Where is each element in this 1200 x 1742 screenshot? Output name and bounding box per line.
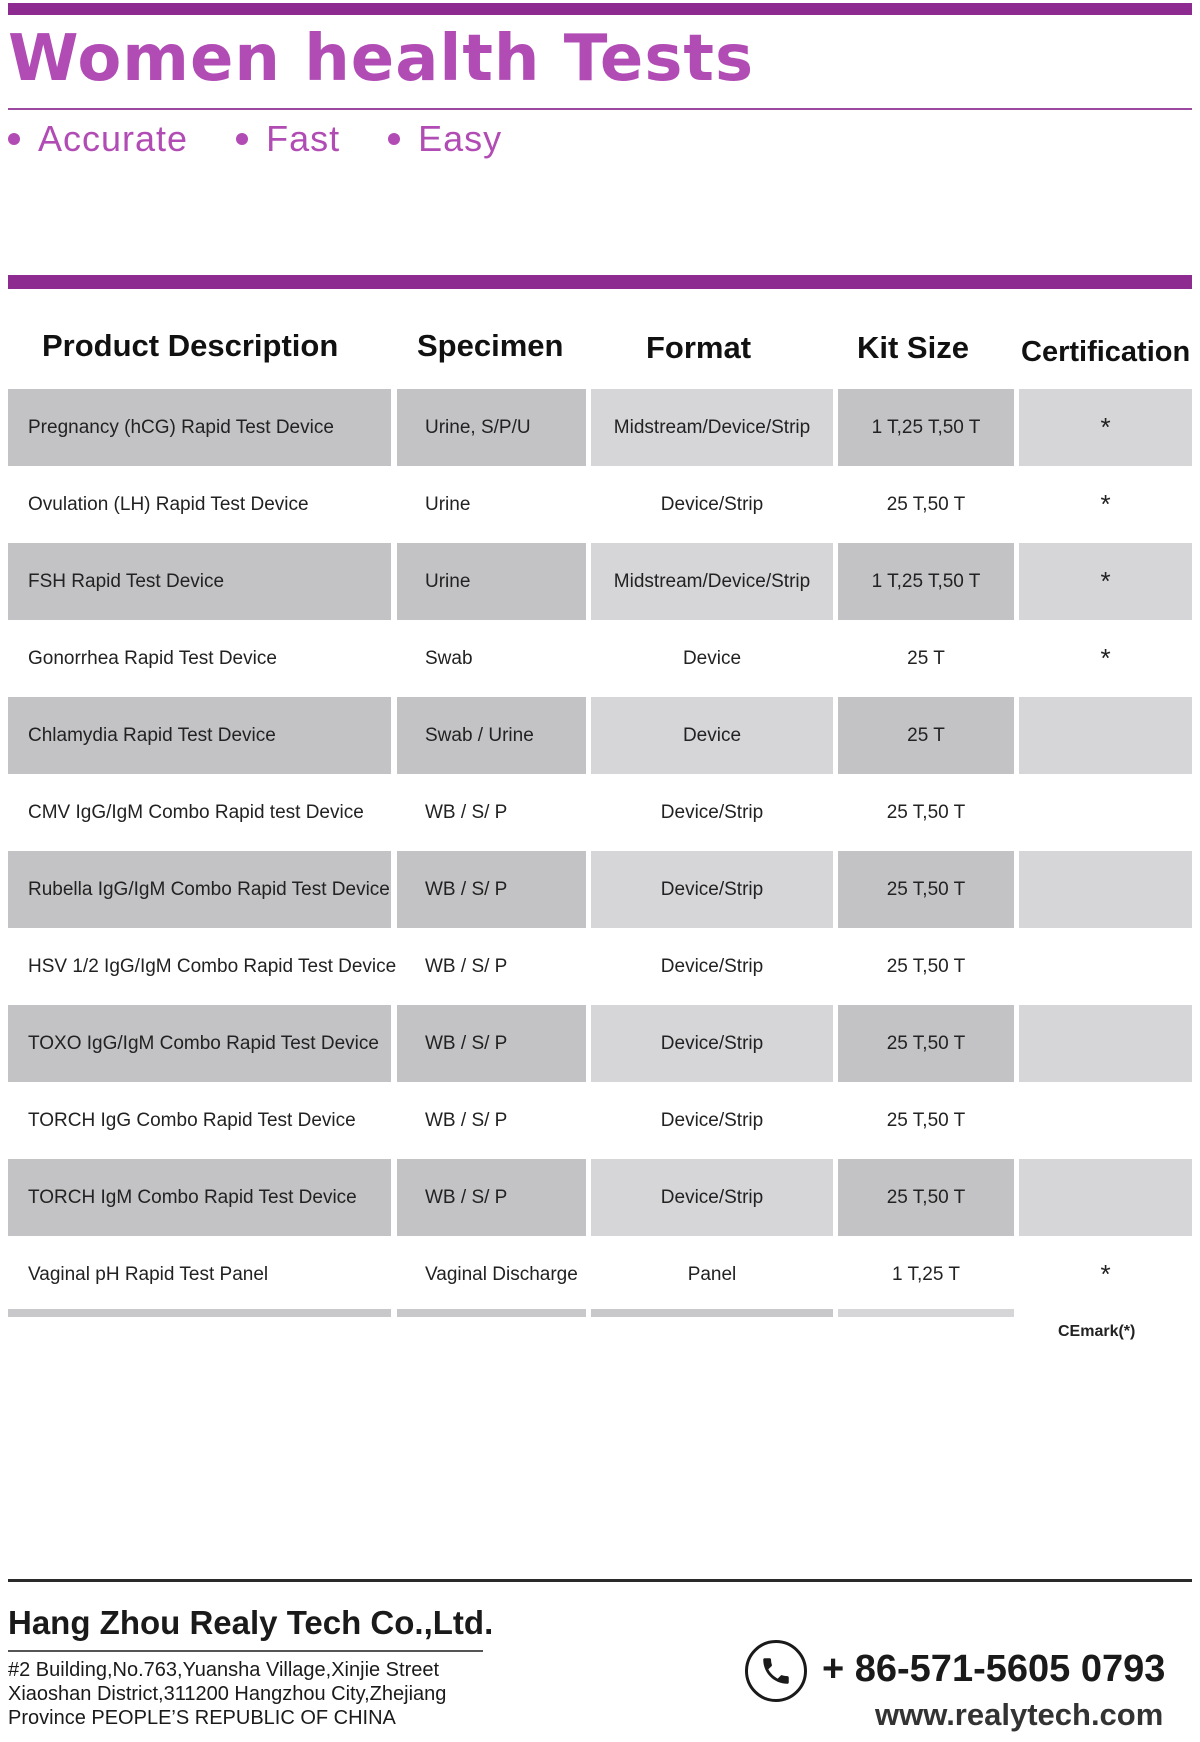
feature-item (388, 118, 502, 160)
table-bottom-strip (8, 1309, 1192, 1317)
cell-kit-size: 25 T (907, 647, 945, 669)
footer-divider (8, 1579, 1192, 1582)
cell-specimen: WB / S/ P (397, 1005, 586, 1082)
cell-certification: * (1019, 389, 1192, 466)
cell-certification (1019, 697, 1192, 774)
cell-product-name: Ovulation (LH) Rapid Test Device (28, 493, 309, 515)
cell-kit-size: 25 T,50 T (886, 955, 966, 977)
cell-specimen: Urine (425, 493, 471, 515)
cemark-note: CEmark(*) (1058, 1323, 1136, 1340)
cell-product-name: FSH Rapid Test Device (8, 543, 391, 620)
cell-kit-size: 25 T,50 T (838, 1005, 1014, 1082)
cell-specimen: WB / S/ P (397, 851, 586, 928)
cell-certification (1019, 928, 1192, 1005)
cell-kit-size: 1 T,25 T,50 T (838, 543, 1014, 620)
cell-product-name: TORCH IgG Combo Rapid Test Device (28, 1109, 356, 1131)
cell-certification (1019, 851, 1192, 928)
cell-kit-size: 25 T,50 T (838, 1159, 1014, 1236)
cell-kit-size: 25 T,50 T (886, 801, 966, 823)
table-row (8, 851, 1192, 928)
product-table (8, 389, 1192, 1313)
cell-certification (1019, 774, 1192, 851)
header-kit-size: Kit Size (857, 330, 969, 365)
feature-item (236, 118, 340, 160)
cell-specimen: Swab (425, 647, 473, 669)
address-line: Province PEOPLE’S REPUBLIC OF CHINA (8, 1707, 396, 1729)
cell-product-name: TOXO IgG/IgM Combo Rapid Test Device (8, 1005, 391, 1082)
header-specimen: Specimen (417, 328, 564, 363)
cell-product-name: Chlamydia Rapid Test Device (8, 697, 391, 774)
cell-specimen: Urine, S/P/U (397, 389, 586, 466)
section-accent-bar (8, 275, 1192, 289)
cell-format: Device/Strip (591, 1159, 833, 1236)
cell-certification: * (1100, 1259, 1111, 1289)
header-product-description: Product Description (42, 328, 339, 363)
cell-format: Device/Strip (660, 955, 764, 977)
cell-specimen: WB / S/ P (397, 1159, 586, 1236)
cell-kit-size: 1 T,25 T,50 T (838, 389, 1014, 466)
table-row (8, 620, 1192, 697)
table-row (8, 543, 1192, 620)
table-row (8, 389, 1192, 466)
feature-item (8, 118, 188, 160)
address-line: Xiaoshan District,311200 Hangzhou City,Zhejiang (8, 1683, 447, 1705)
page-title: Women health Tests (8, 22, 755, 96)
bullet-icon (236, 133, 248, 145)
cell-certification: * (1019, 543, 1192, 620)
cell-format: Device/Strip (660, 801, 764, 823)
company-name: Hang Zhou Realy Tech Co.,Ltd. (8, 1604, 494, 1641)
phone-number: + 86-571-5605 0793 (822, 1648, 1166, 1690)
company-underline (8, 1650, 483, 1652)
cell-kit-size: 25 T,50 T (838, 851, 1014, 928)
cell-format: Device/Strip (660, 493, 764, 515)
cell-format: Device/Strip (591, 1005, 833, 1082)
bullet-icon (8, 133, 20, 145)
company-address (8, 1658, 446, 1730)
cell-format: Device/Strip (660, 1109, 764, 1131)
cell-specimen: WB / S/ P (425, 801, 508, 823)
feature-list (8, 118, 502, 160)
cell-certification (1019, 1082, 1192, 1159)
table-row (8, 1082, 1192, 1159)
cell-product-name: Vaginal pH Rapid Test Panel (28, 1263, 269, 1285)
cell-product-name: Gonorrhea Rapid Test Device (28, 647, 277, 669)
table-row (8, 466, 1192, 543)
cell-format: Panel (687, 1263, 737, 1285)
phone-icon (745, 1640, 807, 1702)
feature-label: Accurate (38, 118, 189, 159)
table-row (8, 928, 1192, 1005)
cell-product-name: TORCH IgM Combo Rapid Test Device (8, 1159, 391, 1236)
cell-kit-size: 1 T,25 T (892, 1263, 960, 1285)
cell-format: Midstream/Device/Strip (591, 389, 833, 466)
cell-certification (1019, 1005, 1192, 1082)
header-format: Format (646, 330, 752, 365)
cell-format: Midstream/Device/Strip (591, 543, 833, 620)
cell-specimen: Swab / Urine (397, 697, 586, 774)
cell-certification: * (1100, 643, 1111, 673)
cell-format: Device (591, 697, 833, 774)
title-divider (8, 108, 1192, 110)
cell-specimen: Vaginal Discharge (425, 1263, 578, 1285)
cell-kit-size: 25 T,50 T (886, 1109, 966, 1131)
cell-format: Device/Strip (591, 851, 833, 928)
cell-product-name: Pregnancy (hCG) Rapid Test Device (8, 389, 391, 466)
feature-label: Easy (418, 118, 503, 159)
header-certification: Certification (1021, 335, 1191, 368)
cell-kit-size: 25 T (838, 697, 1014, 774)
cell-specimen: Urine (397, 543, 586, 620)
cell-specimen: WB / S/ P (425, 955, 508, 977)
cell-format: Device (682, 647, 742, 669)
table-header (8, 316, 1192, 376)
cell-product-name: CMV IgG/IgM Combo Rapid test Device (28, 801, 364, 823)
top-accent-bar (8, 3, 1192, 15)
feature-label: Fast (266, 118, 341, 159)
cell-specimen: WB / S/ P (425, 1109, 508, 1131)
table-row (8, 774, 1192, 851)
table-row (8, 697, 1192, 774)
cell-certification (1019, 1159, 1192, 1236)
cell-kit-size: 25 T,50 T (886, 493, 966, 515)
address-line: #2 Building,No.763,Yuansha Village,Xinjie Street (8, 1659, 440, 1681)
cell-product-name: Rubella IgG/IgM Combo Rapid Test Device (8, 851, 391, 928)
table-row (8, 1236, 1192, 1313)
cell-product-name: HSV 1/2 IgG/IgM Combo Rapid Test Device (28, 955, 397, 977)
cell-certification: * (1100, 489, 1111, 519)
bullet-icon (388, 133, 400, 145)
table-row (8, 1159, 1192, 1236)
table-row (8, 1005, 1192, 1082)
website-url: www.realytech.com (875, 1697, 1164, 1732)
